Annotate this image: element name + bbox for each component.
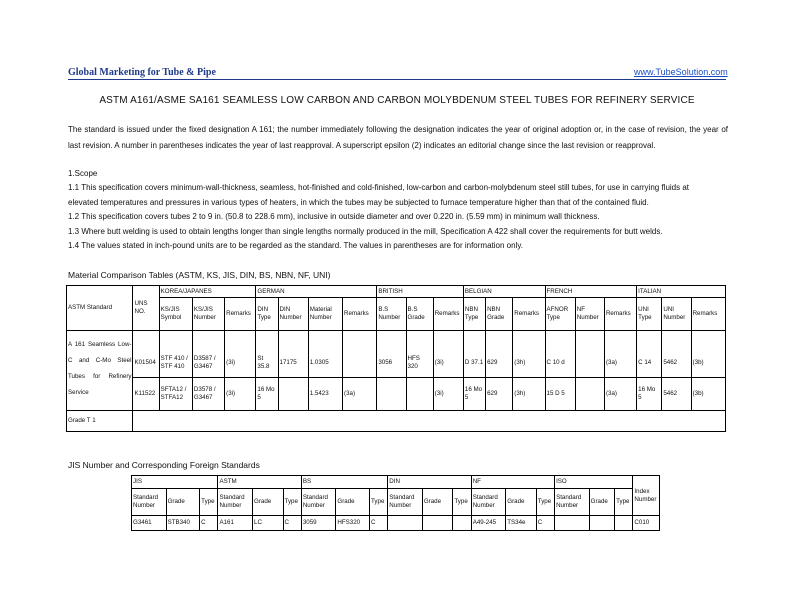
sub-remarks: Remarks	[433, 298, 463, 331]
remark-cell: (3i)	[225, 331, 256, 378]
sub-remarks: Remarks	[343, 298, 377, 331]
sub-uni-type: UNI Type	[637, 298, 662, 331]
material-table-caption: Material Comparison Tables (ASTM, KS, JIS, DIN, BS, NBN, NF, UNI)	[68, 270, 331, 280]
sub-remarks: Remarks	[513, 298, 545, 331]
scope-1-4: 1.4 The values stated in inch-pound units are to be regarded as the standard. The values in parentheses are for information only.	[68, 241, 523, 250]
afnor-type-cell: 15 D 5	[545, 378, 575, 411]
table-row	[67, 331, 726, 378]
group-din: DIN	[388, 476, 471, 489]
remark-cell: (3a)	[604, 331, 636, 378]
nbn-type-cell: D 37.1	[463, 331, 485, 378]
jis-type-cell: C	[200, 516, 218, 531]
sub-standard-number: Standard Number	[132, 489, 167, 516]
bs-number-cell: 3056	[377, 331, 406, 378]
sub-remarks: Remarks	[225, 298, 256, 331]
material-number-cell: 1.5423	[308, 378, 342, 411]
sub-grade: Grade	[336, 489, 370, 516]
jis-table-caption: JIS Number and Corresponding Foreign Standards	[68, 460, 260, 470]
group-italian: ITALIAN	[637, 286, 726, 298]
jis-grade-cell: STB340	[166, 516, 200, 531]
scope-1-3: 1.3 Where butt welding is used to obtain lengths longer than single lengths normally produced in the mill, Specification A 422 shall cover the requirements for butt welds.	[68, 227, 663, 236]
sub-type: Type	[369, 489, 387, 516]
material-number-cell: 1.0305	[308, 331, 342, 378]
astm-description: A 161 Seamless Low-C and C-Mo Steel Tubes for Refinery Service	[67, 331, 133, 411]
remark-cell: (3h)	[513, 331, 545, 378]
sub-grade: Grade	[422, 489, 453, 516]
astm-standard-cell: A161	[218, 516, 253, 531]
uns-cell: K01504	[133, 331, 159, 378]
bs-grade-cell	[406, 378, 433, 411]
sub-ks-jis-number: KS/JIS Number	[192, 298, 224, 331]
uni-number-cell: 5462	[662, 378, 691, 411]
nbn-type-cell: 16 Mo 5	[463, 378, 485, 411]
nf-type-cell: C	[536, 516, 554, 531]
remark-cell: (3i)	[225, 378, 256, 411]
sub-bs-number: B.S Number	[377, 298, 406, 331]
remark-cell: (3b)	[691, 378, 725, 411]
sub-uni-number: UNI Number	[662, 298, 691, 331]
sub-grade: Grade	[506, 489, 537, 516]
sub-bs-grade: B.S Grade	[406, 298, 433, 331]
sub-nbn-type: NBN Type	[463, 298, 485, 331]
website-link[interactable]: www.TubeSolution.com	[634, 67, 728, 77]
din-grade-cell	[422, 516, 453, 531]
nf-number-cell	[575, 378, 604, 411]
sub-standard-number: Standard Number	[388, 489, 423, 516]
bs-standard-cell: 3059	[301, 516, 336, 531]
remark-cell: (3i)	[433, 331, 463, 378]
sub-type: Type	[283, 489, 301, 516]
grade-cell: Grade T 1	[67, 411, 133, 432]
ks-symbol-cell: STF 410 / STF 410	[159, 331, 192, 378]
ks-number-cell: D3587 / G3467	[192, 331, 224, 378]
group-british: BRITISH	[377, 286, 464, 298]
intro-paragraph: The standard is issued under the fixed designation A 161; the number immediately following the designation indicates the year of original adoption or, in the case of revision, the year of last revision. A number in parentheses indicates the year of last reapproval. A superscript epsilon (2) indicates an editorial change since the last revision or reapproval.	[68, 125, 728, 150]
sub-grade: Grade	[253, 489, 284, 516]
index-number-cell: C010	[633, 516, 660, 531]
remark-cell: (3a)	[604, 378, 636, 411]
nbn-grade-cell: 629	[486, 378, 513, 411]
uns-header: UNS NO.	[133, 286, 159, 331]
sub-type: Type	[453, 489, 471, 516]
din-standard-cell	[388, 516, 423, 531]
sub-nf-number: NF Number	[575, 298, 604, 331]
scope-1-1-line2: elevated temperatures and pressures in various types of heaters, in which the tubes may be subjected to furnace temperature higher than that of the contained fluid.	[68, 198, 649, 207]
iso-standard-cell	[555, 516, 590, 531]
sub-standard-number: Standard Number	[218, 489, 253, 516]
sub-remarks: Remarks	[604, 298, 636, 331]
index-number-header: Index Number	[633, 476, 660, 516]
astm-grade-cell: LC	[253, 516, 284, 531]
group-astm: ASTM	[218, 476, 301, 489]
sub-material-number: Material Number	[308, 298, 342, 331]
material-comparison-table	[66, 285, 726, 432]
empty-cell	[133, 411, 726, 432]
sub-standard-number: Standard Number	[555, 489, 590, 516]
iso-grade-cell	[589, 516, 614, 531]
uns-cell: K11522	[133, 378, 159, 411]
sub-grade: Grade	[166, 489, 200, 516]
sub-type: Type	[615, 489, 633, 516]
remark-cell: (3a)	[343, 378, 377, 411]
scope-heading: 1.Scope	[68, 169, 98, 178]
remark-cell: (3i)	[433, 378, 463, 411]
sub-din-number: DIN Number	[278, 298, 308, 331]
sub-grade: Grade	[589, 489, 614, 516]
sub-standard-number: Standard Number	[471, 489, 506, 516]
sub-standard-number: Standard Number	[301, 489, 336, 516]
group-german: GERMAN	[256, 286, 377, 298]
astm-type-cell: C	[283, 516, 301, 531]
uni-type-cell: 16 Mo 5	[637, 378, 662, 411]
group-nf: NF	[471, 476, 554, 489]
sub-afnor-type: AFNOR Type	[545, 298, 575, 331]
bs-number-cell	[377, 378, 406, 411]
sub-remarks: Remarks	[691, 298, 725, 331]
header-rule	[68, 79, 726, 80]
din-type-cell	[453, 516, 471, 531]
nbn-grade-cell: 629	[486, 331, 513, 378]
sub-ks-jis-symbol: KS/JIS Symbol	[159, 298, 192, 331]
group-bs: BS	[301, 476, 387, 489]
sub-type: Type	[536, 489, 554, 516]
iso-type-cell	[615, 516, 633, 531]
jis-standard-cell: G3461	[132, 516, 167, 531]
table-row	[132, 516, 660, 531]
jis-foreign-standards-table	[131, 475, 660, 531]
ks-number-cell: D3578 / G3467	[192, 378, 224, 411]
din-type-cell: 16 Mo 5	[256, 378, 278, 411]
scope-1-1-line1: 1.1 This specification covers minimum-wall-thickness, seamless, hot-finished and cold-finished, low-carbon and carbon-molybdenum steel still tubes, for use in carrying fluids at	[68, 183, 690, 192]
remark-cell	[343, 331, 377, 378]
document-title: ASTM A161/ASME SA161 SEAMLESS LOW CARBON AND CARBON MOLYBDENUM STEEL TUBES FOR REFINERY SERVICE	[99, 95, 695, 106]
bs-grade-cell: HFS320	[336, 516, 370, 531]
sub-type: Type	[200, 489, 218, 516]
group-belgian: BELGIAN	[463, 286, 545, 298]
group-iso: ISO	[555, 476, 633, 489]
table-row	[67, 378, 726, 411]
remark-cell: (3h)	[513, 378, 545, 411]
uni-type-cell: C 14	[637, 331, 662, 378]
nf-number-cell	[575, 331, 604, 378]
din-number-cell: 17175	[278, 331, 308, 378]
nf-standard-cell: A49-245	[471, 516, 506, 531]
sub-din-type: DIN Type	[256, 298, 278, 331]
ks-symbol-cell: SFTA12 / STFA12	[159, 378, 192, 411]
scope-1-2: 1.2 This specification covers tubes 2 to 9 in. (50.8 to 228.6 mm), inclusive in outside diameter and over 0.220 in. (5.59 mm) in minimum wall thickness.	[68, 212, 600, 221]
group-jis: JIS	[132, 476, 218, 489]
company-name: Global Marketing for Tube & Pipe	[68, 67, 216, 78]
group-korea-japanes: KOREA/JAPANES	[159, 286, 256, 298]
din-type-cell: St 35.8	[256, 331, 278, 378]
bs-grade-cell: HFS 320	[406, 331, 433, 378]
table-row	[67, 411, 726, 432]
astm-standard-header: ASTM Standard	[67, 286, 133, 331]
afnor-type-cell: C 10 d	[545, 331, 575, 378]
nf-grade-cell: TS34e	[506, 516, 537, 531]
sub-nbn-grade: NBN Grade	[486, 298, 513, 331]
din-number-cell	[278, 378, 308, 411]
group-french: FRENCH	[545, 286, 637, 298]
bs-type-cell: C	[369, 516, 387, 531]
remark-cell: (3b)	[691, 331, 725, 378]
uni-number-cell: 5462	[662, 331, 691, 378]
